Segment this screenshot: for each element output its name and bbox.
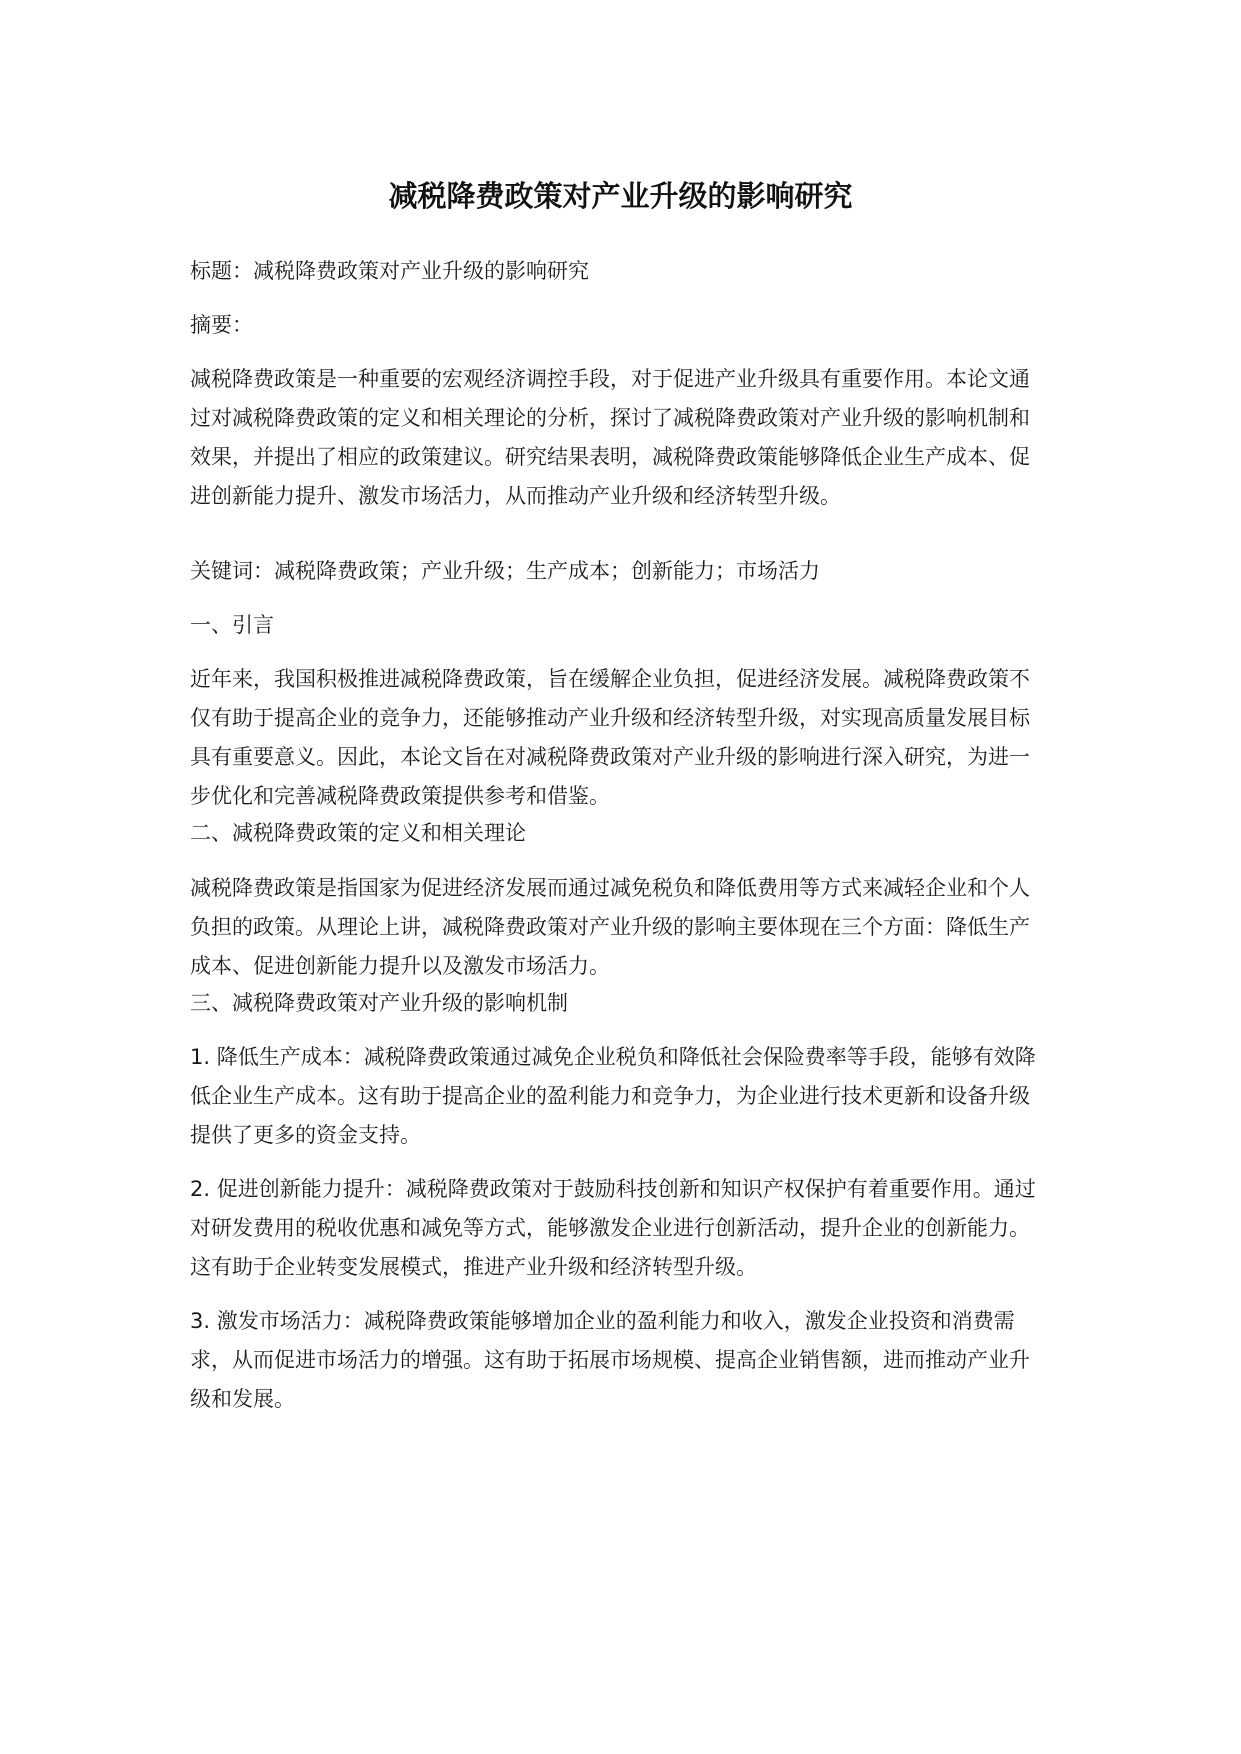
paragraph-abstract: 减税降费政策是一种重要的宏观经济调控手段，对于促进产业升级具有重要作用。本论文通过对减税降费政策的定义和相关理论的分析，探讨了减税降费政策对产业升级的影响机制和效果，并提出了相应的政策建议。研究结果表明，减税降费政策能够降低企业生产成本、促进创新能力提升、激发市场活力，从而推动产业升级和经济转型升级。	[190, 367, 1030, 508]
list-item-market-vitality: 3. 激发市场活力：减税降费政策能够增加企业的盈利能力和收入，激发企业投资和消费需求，从而促进市场活力的增强。这有助于拓展市场规模、提高企业销售额，进而推动产业升级和发展。	[190, 1309, 1030, 1411]
keywords-block	[190, 552, 1050, 591]
mechanism-item-1-block	[190, 1038, 1050, 1155]
document-title: 减税降费政策对产业升级的影响研究	[388, 179, 853, 213]
list-item-innovation: 2. 促进创新能力提升：减税降费政策对于鼓励科技创新和知识产权保护有着重要作用。通过对研发费用的税收优惠和减免等方式，能够激发企业进行创新活动，提升企业的创新能力。这有助于企业转变发展模式，推进产业升级和经济转型升级。	[190, 1177, 1036, 1279]
list-item-lower-cost: 1. 降低生产成本：减税降费政策通过减免企业税负和降低社会保险费率等手段，能够有效降低企业生产成本。这有助于提高企业的盈利能力和竞争力，为企业进行技术更新和设备升级提供了更多的资金支持。	[190, 1045, 1036, 1147]
paragraph-definition: 减税降费政策是指国家为促进经济发展而通过减免税负和降低费用等方式来减轻企业和个人负担的政策。从理论上讲，减税降费政策对产业升级的影响主要体现在三个方面：降低生产成本、促进创新能力提升以及激发市场活力。	[190, 876, 1030, 978]
section-1-heading-block	[190, 606, 1050, 645]
paragraph-introduction: 近年来，我国积极推进减税降费政策，旨在缓解企业负担，促进经济发展。减税降费政策不仅有助于提高企业的竞争力，还能够推动产业升级和经济转型升级，对实现高质量发展目标具有重要意义。因此，本论文旨在对减税降费政策对产业升级的影响进行深入研究，为进一步优化和完善减税降费政策提供参考和借鉴。	[190, 667, 1030, 808]
paragraph-abstract-label: 摘要：	[190, 313, 253, 337]
paragraph-keywords: 关键词：减税降费政策；产业升级；生产成本；创新能力；市场活力	[190, 559, 820, 583]
abstract-label-block	[190, 306, 1050, 345]
paragraph-heading-title: 标题：减税降费政策对产业升级的影响研究	[190, 259, 589, 283]
mechanism-item-3-block	[190, 1302, 1050, 1419]
subtitle-line	[190, 252, 1050, 291]
section-2-heading-block	[190, 814, 1050, 853]
abstract-block	[190, 360, 1050, 516]
mechanism-item-2-block	[190, 1170, 1050, 1287]
introduction-block	[190, 660, 1050, 816]
section-heading-definition: 二、减税降费政策的定义和相关理论	[190, 821, 526, 845]
section-3-heading-block	[190, 984, 1050, 1023]
section-heading-mechanism: 三、减税降费政策对产业升级的影响机制	[190, 991, 568, 1015]
section-heading-introduction: 一、引言	[190, 613, 274, 637]
definition-block	[190, 869, 1050, 986]
